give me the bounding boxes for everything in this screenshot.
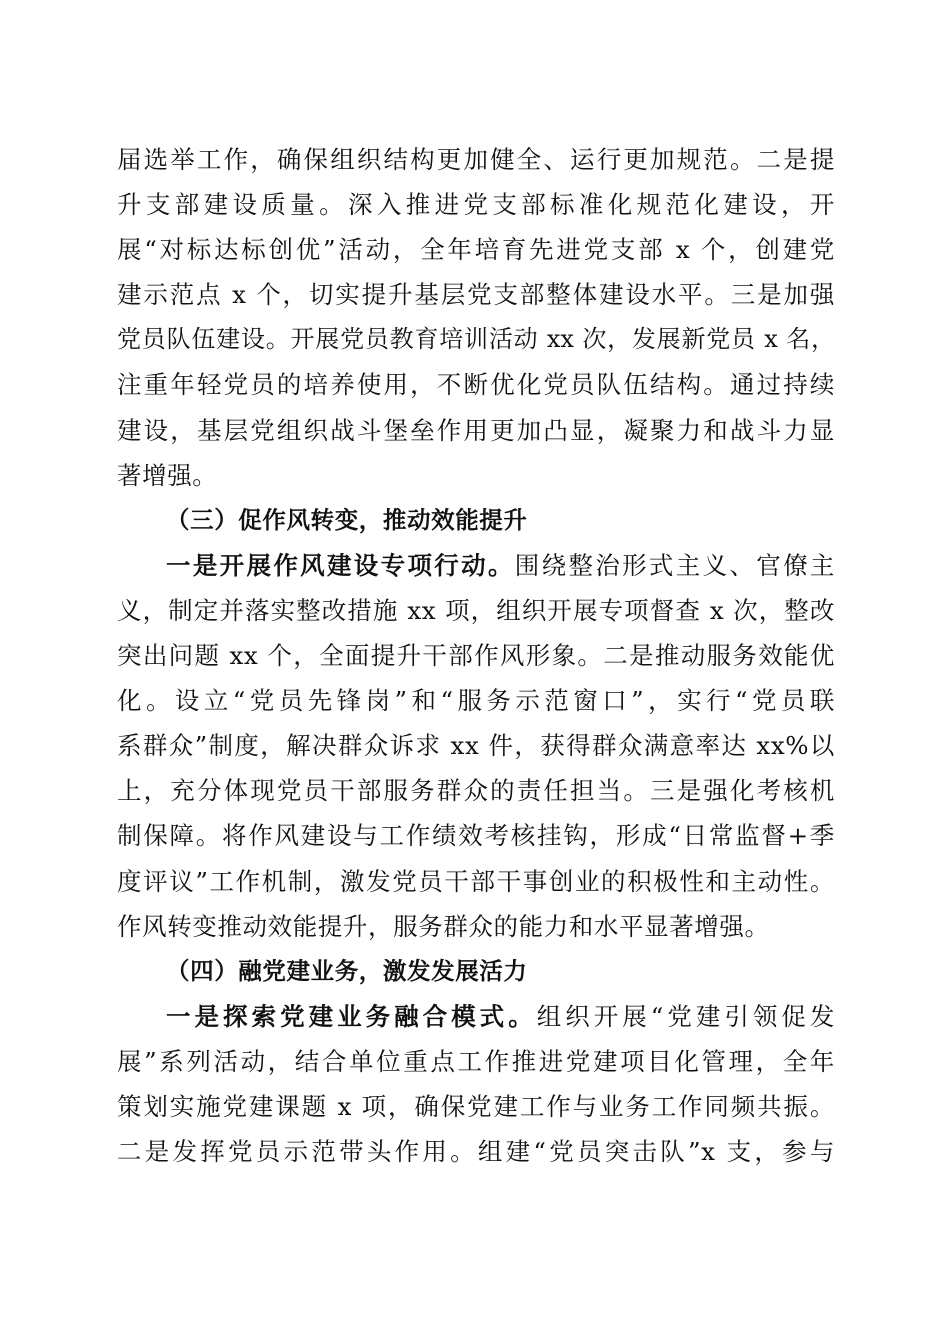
- paragraph-work-style: [117, 543, 835, 949]
- text-line-first: [117, 543, 835, 588]
- document-body: [117, 137, 835, 1174]
- text-line: 义，制定并落实整改措施 xx 项，组织开展专项督查 x 次，整改: [117, 595, 835, 625]
- text-line: 著增强。: [117, 460, 218, 490]
- text-run: 组织开展“党建引领促发: [536, 1001, 836, 1031]
- text-line: 建设，基层党组织战斗堡垒作用更加凸显，凝聚力和战斗力显: [117, 415, 835, 445]
- lead-sentence: 一是开展作风建设专项行动。: [166, 550, 515, 580]
- text-line: 策划实施党建课题 x 项，确保党建工作与业务工作同频共振。: [117, 1091, 835, 1121]
- text-line: 突出问题 xx 个，全面提升干部作风形象。二是推动服务效能优: [117, 641, 835, 671]
- text-line: 化。设立“党员先锋岗”和“服务示范窗口”，实行“党员联: [117, 686, 835, 716]
- text-line: 升支部建设质量。深入推进党支部标准化规范化建设，开: [117, 190, 835, 220]
- paragraph-party-member-team: [117, 137, 835, 498]
- paragraph-business-integration: [117, 994, 835, 1174]
- text-line: 展”系列活动，结合单位重点工作推进党建项目化管理，全年: [117, 1046, 835, 1076]
- text-line-first: [117, 994, 835, 1039]
- text-line: 建示范点 x 个，切实提升基层党支部整体建设水平。三是加强: [117, 280, 835, 310]
- text-line: 届选举工作，确保组织结构更加健全、运行更加规范。二是提: [117, 145, 835, 174]
- text-line: 度评议”工作机制，激发党员干部干事创业的积极性和主动性。: [117, 866, 835, 896]
- text-line: 二是发挥党员示范带头作用。组建“党员突击队”x 支，参与: [117, 1137, 835, 1167]
- section-heading-4: （四）融党建业务，激发发展活力: [166, 956, 528, 985]
- text-line: 制保障。将作风建设与工作绩效考核挂钩，形成“日常监督+季: [117, 821, 835, 851]
- text-line: 上，充分体现党员干部服务群众的责任担当。三是强化考核机: [117, 776, 835, 806]
- text-run: 围绕整治形式主义、官僚主: [514, 550, 835, 580]
- text-line: 展“对标达标创优”活动，全年培育先进党支部 x 个，创建党: [117, 235, 835, 265]
- text-line: 党员队伍建设。开展党员教育培训活动 xx 次，发展新党员 x 名，: [117, 325, 835, 354]
- section-heading-3: （三）促作风转变，推动效能提升: [166, 505, 528, 534]
- text-line: 作风转变推动效能提升，服务群众的能力和水平显著增强。: [117, 911, 770, 941]
- text-line: 注重年轻党员的培养使用，不断优化党员队伍结构。通过持续: [117, 370, 835, 400]
- text-line: 系群众”制度，解决群众诉求 xx 件，获得群众满意率达 xx%以: [117, 731, 835, 761]
- lead-sentence: 一是探索党建业务融合模式。: [166, 1001, 537, 1031]
